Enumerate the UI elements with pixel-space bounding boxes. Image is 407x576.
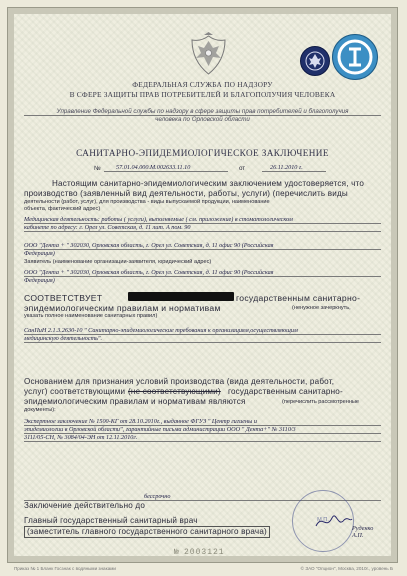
footer-left: Приказ № 1 Бланк Госзнак с водяными знаками	[14, 566, 117, 571]
agency-line-1: ФЕДЕРАЛЬНАЯ СЛУЖБА ПО НАДЗОРУ	[132, 80, 273, 89]
activity-line-2: кабинете по адресу: г. Орел ул. Советская, д. 11 лит. А пом. 90	[24, 224, 191, 231]
seal-logo	[300, 46, 330, 76]
conform-label: СООТВЕТСТВУЕТ	[24, 293, 103, 303]
round-seal-icon	[301, 47, 329, 75]
org-line-1: ООО "Дента + " 302030, Орловская область, г. Орел ул. Советская, д. 11 офис 90 (Российская	[24, 242, 274, 249]
applicant-line-1: ООО "Дента + " 302030, Орловская область, г. Орел ул. Советская, д. 11 офис 90 (Российская	[24, 269, 274, 276]
serial-number: 2003121	[184, 548, 225, 557]
expert-line-1: Экспертное заключение № 1500-КГ от 28.10.2010г., выданное ФГУЗ " Центр гигиены и	[24, 418, 257, 425]
number-prefix: №	[94, 165, 101, 172]
department-underline	[24, 115, 381, 116]
expert-line-2: эпидемиологии в Орловской области", гарантийные письма администрации ООО " Дента+" № 3110/3	[24, 426, 296, 433]
conform-line-1-rest: государственным санитарно-	[236, 293, 361, 303]
date-underline	[262, 171, 326, 172]
coat-of-arms-icon	[186, 32, 231, 78]
expert-line-3: 3111/05-СН, № 3084/04-ЭН от 12.11.2010г.	[24, 434, 138, 441]
basis-line-2-a: услуг) соответствующими	[24, 387, 126, 396]
certificate-frame	[8, 8, 397, 562]
signer-name: Руденко А.П.	[352, 525, 374, 540]
conform-note: (ненужное зачеркнуть,	[292, 305, 351, 311]
validity-value: бессрочно	[144, 493, 171, 500]
basis-line-3-a: эпидемиологическим правилам и нормативам являются	[24, 397, 246, 406]
conform-line-2: эпидемиологическим правилам и нормативам	[24, 303, 221, 313]
basis-line-3-b: (перечислить рассмотренные	[282, 399, 360, 405]
intro-line-2: производство (заявленный вид деятельности, работы, услуги) (перечислить виды	[24, 189, 348, 198]
org-line-2: Федерация)	[24, 250, 55, 257]
validity-label: Заключение действительно до	[24, 501, 146, 510]
intro-line-1: Настоящим санитарно-эпидемиологическим заключением удостоверяется, что	[52, 179, 365, 188]
sanpin-line-2: медицинскую деятельность".	[24, 335, 103, 342]
intro-line-4: объекта, фактический адрес)	[24, 206, 101, 212]
document-number: 57.01.04.000.М.002633.11.10	[116, 164, 191, 171]
applicant-label: Заявитель (наименование организации-заявителя, юридический адрес)	[24, 259, 212, 265]
department-line-2: человека по Орловской области	[155, 116, 250, 123]
org-underline-1	[24, 249, 381, 250]
basis-line-4: документы):	[24, 407, 56, 413]
department-line-1: Управление Федеральной службы по надзору в сфере защиты прав потребителей и благополучия	[56, 108, 349, 115]
signer-role-line-2: (заместитель главного государственного санитарного врача)	[24, 526, 270, 538]
number-underline	[104, 171, 228, 172]
signature-icon	[314, 510, 354, 532]
date-prefix: от	[239, 165, 246, 172]
conform-line-3: указать полное наименование санитарных правил)	[24, 313, 158, 319]
intro-line-3: деятельности (работ, услуг), для производства - виды выпускаемой продукции, наименование	[24, 199, 270, 205]
footer-right: © ЗАО "Опцион", Москва, 2010г., уровень Б	[300, 566, 393, 571]
expert-underline-3	[24, 441, 381, 442]
activity-underline-2	[24, 231, 381, 232]
basis-line-1: Основанием для признания условий производства (вида деятельности, работ,	[24, 377, 335, 386]
redaction-bar	[128, 292, 234, 301]
stamp-text: М.П.	[317, 517, 329, 523]
certificate-content	[24, 22, 381, 557]
basis-line-2-b: (не соответствующими)	[128, 387, 221, 396]
document-title: САНИТАРНО-ЭПИДЕМИОЛОГИЧЕСКОЕ ЗАКЛЮЧЕНИЕ	[76, 148, 329, 158]
activity-line-1: Медицинская деятельность: работы ( услуги), выполняемые ( см. приложение) в стоматологическом	[24, 216, 293, 223]
sanpin-underline-2	[24, 342, 381, 343]
agency-line-2: В СФЕРЕ ЗАЩИТЫ ПРАВ ПОТРЕБИТЕЛЕЙ И БЛАГОПОЛУЧИЯ ЧЕЛОВЕКА	[69, 90, 336, 99]
serial-prefix: №	[174, 548, 180, 557]
basis-line-2-c: государственным санитарно-	[228, 387, 343, 396]
rospotrebnadzor-logo-icon	[333, 35, 377, 79]
document-date: 26.11.2010 г.	[270, 164, 303, 171]
applicant-line-2: Федерация)	[24, 277, 55, 284]
applicant-underline-1	[24, 276, 381, 277]
signer-role-line-1: Главный государственный санитарный врач	[24, 516, 198, 525]
org-logo	[332, 34, 378, 80]
sanpin-line-1: СанПиН 2.1.3.2630-10 " Санитарно-эпидемиологические требования к организациям,осуществляющим	[24, 327, 298, 334]
